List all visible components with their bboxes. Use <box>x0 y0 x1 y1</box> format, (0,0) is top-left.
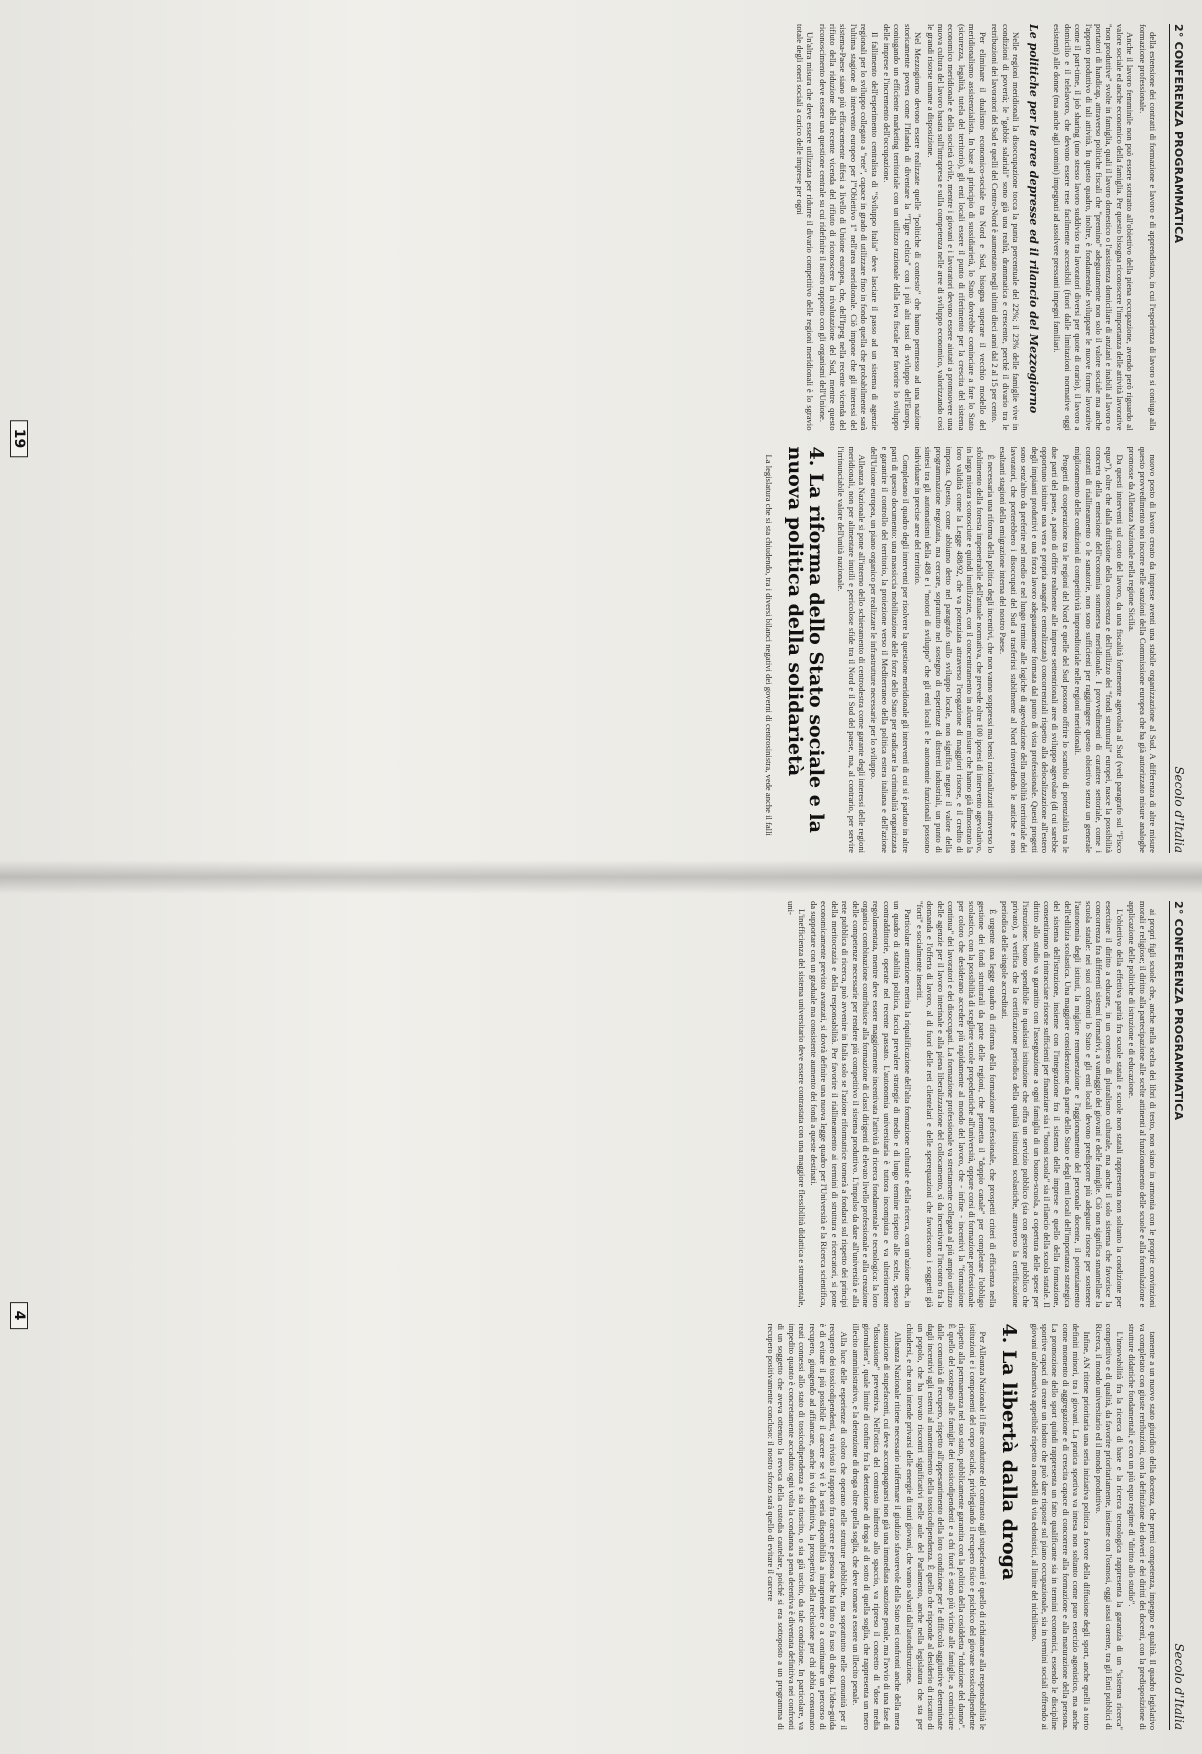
paragraph-group <box>1029 1324 1158 1731</box>
paragraph: Particolare attenzione merita la riqualificazione dell'alta formazione culturale e della ricerca, con un'azione che, in un quadro di stabilità politica, faccia prevalere strategie di medio e di lungo termine rispetto alle scelte, spesso contraddittorie, operate nel recente passato. L'autonomia universitaria è tuttora incompiuta e va ulteriormente regolamentata, mentre deve essere maggiormente incentivata l'attività di ricerca fondamentale e tecnologica: la loro organica combinazione contribuisce alla formazione di classi dirigenti di elevato livello professionale e alla creazione delle competenze necessarie per rendere più competitivo il sistema produttivo. L'impulso da dare all'università e alla rete pubblica di ricerca, può avvenire in Italia solo se l'azione riformatrice tornerà a fondarsi sul rispetto dei principi della meritocrazia e della responsabilità. Per favorire il riallineamento ai termini di struttura e ricercatori, si pone economicamente previsto avanzati, si dovrà definire una nuova legge quadro per l'Università e la Ricerca scientifica, da supportare con un graduale ma consistente aumento dei fondi a queste destinati. <box>809 901 913 1308</box>
paragraph: L'inefficienza del sistema universitario deve essere contrastata con una maggiore flessibilità didattica e strumentale, uni- <box>786 901 807 1308</box>
conference-title: 2° CONFERENZA PROGRAMMATICA <box>1172 24 1185 244</box>
paragraph: È necessaria una riforma della politica degli incentivi, che non vanno soppressi ma bensì razionalizzati attraverso lo sfoltimento della foresta impenetrabile dell'attuale normativa, che prevede oltre 100 ipotesi di intervento agevolativo, in larga misura sconosciute e quindi inutilizzate, con il concentramento in alcune misure che hanno già dimostrato la loro validità come la Legge 488/92, che va potenziata attraverso l'erogazione di maggiori risorse, e il credito di imposta. Questo, come abbiamo detto nel paragrafo sullo sviluppo locale, non significa negare il valore della programmazione negoziata, ma cercare, soprattutto nel sostegno di esperienze di distretti industriali, un punto di sintesi tra gli automatismi della 488 e i "motori di sviluppo" che gli enti locali e le autonomie funzionali possono individuare in precise aree del territorio. <box>913 446 996 853</box>
paragraph-group <box>786 901 1158 1308</box>
paragraph-group <box>763 447 773 854</box>
text-columns <box>40 24 1158 853</box>
section-heading: Le politiche per le aree depresse ed il rilancio del Mezzogiorno <box>1026 24 1040 414</box>
paragraph: Per eliminare il dualismo economico-sociale tra Nord e Sud, bisogna superare il vecchio modello del meridionalismo assistenzialista. In base al principio di sussidiarietà, lo Stato dovrebbe cominciare a fare lo Stato (sicurezza, legalità, tutela del territorio), gli enti locali essere il punto di riferimento per la crescita del sistema economico meridionale e della società civile, mentre i giovani e i lavoratori devono essere aiutati a promuovere una nuova cultura del lavoro basata sull'intrapresa e sulla competenza nelle aree di sviluppo economico, valorizzando così le grandi risorse umane a disposizione. <box>925 24 988 431</box>
publication-name: Secolo d'Italia <box>1172 766 1186 853</box>
paragraph: Nelle regioni meridionali la disoccupazione tocca la punta percentuale del 22%; il 23% delle famiglie vive in condizioni di povertà; le "gabbie salariali" sono già una realtà, drammatica e crescente, perché il divario tra le retribuzioni dei lavoratori del Sud e quelli del Centro-Nord è aumentato negli ultimi dieci anni dal 2 al 15 per cento. <box>990 24 1021 431</box>
right-page <box>0 877 1202 1754</box>
paragraph: Nel Mezzogiorno devono essere realizzate quelle "politiche di contesto" che hanno permesso ad una nazione storicamente povera come l'Irlanda di diventare la "Tigre celtica" con i più alti tassi di sviluppo dell'Europa, coniugando un efficiente marketing territoriale con un utilizzo razionale della leva fiscale per favorire lo sviluppo delle imprese e l'incremento dell'occupazione. <box>882 24 924 431</box>
paragraph: È urgente una legge quadro di riforma della formazione professionale, che prospetti criteri di efficienza nella gestione dei fondi strutturali da parte delle regioni, che permetta il "doppio canale" per completare l'obbligo scolastico, con la possibilità di scegliere scuole propedeutiche all'università, oppure corsi di formazione professionale per coloro che desiderano accedere più rapidamente al mondo del lavoro, che - infine - incentivi la "formazione continua" dei lavoratori e dei disoccupati. La formazione professionale va strettamente collegata al più ampio utilizzo delle agenzie per il lavoro interinale e alla piena liberalizzazione del collocamento, sì da incentivare l'incontro fra la domanda e l'offerta di lavoro, al di fuori delle reti clientelari e delle sperequazioni che favoriscono i soggetti già "forti" e socialmente inseriti. <box>915 901 998 1308</box>
paragraph: nuovo posto di lavoro creato da imprese aventi una stabile organizzazione al Sud. A differenza di altre misure questo provvedimento non incorre nelle sanzioni della Commissione europea che ha già autorizzato misure analoghe promosse da Alleanza Nazionale nella regione Sicilia. <box>1127 446 1158 853</box>
conference-title: 2° CONFERENZA PROGRAMMATICA <box>1172 901 1185 1121</box>
paragraph: Alla luce delle esperienze di coloro che operano nelle strutture pubbliche, ma soprattutto nelle comunità per il recupero dei tossicodipendenti, va rivisto il rapporto fra carcere e persona che ha fatto o fa uso di droga. L'idea-guida è di evitare il più possibile il carcere se vi è la seria disponibilità a intraprendere o a continuare un percorso di recupero, giungendo ad affiancare, anche in via definitiva, la prospettiva della reclusione per chi abbia consumato reati connessi allo stato di tossicodipendenza e sia riuscito, o sia già uscito, da tale condizione. In particolare, va impedito quanto è concretamente accaduto ogni volta la condanna a pena detentiva è diventata definitiva nei confronti di un soggetto che aveva ottenuto la revoca della custodia cautelare, poiché si era sottoposto a un programma di recupero positivamente concluso: il nostro sforzo sarà quello di evitare il carcere <box>766 1323 849 1730</box>
paragraph: Da questi interventi sul costo del lavoro, da una fiscalità fortemente agevolata al Sud (vedi paragrafo sul "Fisco equo"), oltre che dalla diffusione della conoscenza e dell'utilizzo dei "fondi strutturali" europei, nasce la possibilità concreta della emersione dell'economia sommersa meridionale. I provvedimenti di carattere settoriale, come i contratti di riallineamento o le sanatorie, non sono sufficienti per raggiungere questo obiettivo senza un generale miglioramento delle condizioni di competitività imprenditoriale nelle regioni meridionali. <box>1073 446 1125 853</box>
page-number: 19 <box>10 420 28 457</box>
paragraph: L'innovabilità fra la ricerca di base e la ricerca tecnologica rappresenta la garanzia di un "sistema ricerca" competitivo e di qualità, da favorire prioritariamente, insieme con l'osmosi, oggi assai carente, tra gli Enti pubblici di Ricerca, il mondo universitario ed il mondo produttivo. <box>1093 1323 1125 1730</box>
text-columns <box>40 901 1158 1730</box>
column-2 <box>40 1324 1158 1731</box>
paragraph-group <box>766 1324 989 1731</box>
paragraph-group <box>794 24 1021 431</box>
column-1 <box>40 24 1158 431</box>
paragraph-group <box>836 447 1158 854</box>
running-head <box>1169 24 1188 853</box>
column-2 <box>40 447 1158 854</box>
chapter-heading: 4. La libertà dalla droga <box>998 1323 1021 1581</box>
paragraph: Per Alleanza Nazionale il fine conduttore del contrasto agli stupefacenti è quello di richiamare alla responsabilità le istituzioni e i componenti del corpo sociale, privilegiando il recupero fisico e psichico del giovane tossicodipendente rispetto alla permanenza nel suo stato, pubblicamente garantita con la politica della cosiddetta "riduzione del danno". È quello del sostegno alle famiglie dei tossicodipendenti e a chi fuori è stato più vicino alle famiglie, a cominciare dalle comunità di recupero, rispetto all'appesantimento della loro condizione per le difficoltà aggiuntive determinate dagli incentivi agli esterni al mantenimento della tossicodipendenza. È quello che risponde al desiderio di riscatto di un popolo, che ha trovato riscontri significativi nelle aule del Parlamento, anche nella legislatura che sta per chiudersi, e che non intende privarsi delle energie di tanti giovani, che vanno salvati dall'autodistruzione. <box>905 1323 989 1730</box>
paragraph: tamente a un nuovo stato giuridico della docenza, che premi competenza, impegno e qualità. Il quadro legislativo va completato con giuste retribuzioni, con la definizione dei doveri e dei diritti dei docenti, con la predisposizione di strutture didattiche fondamentali, e con un più equo regime di "diritto allo studio". <box>1127 1323 1158 1730</box>
paragraph: Completano il quadro degli interventi per risolvere la questione meridionale gli interventi di cui si è parlato in altre parti di questo documento: una massiccia mobilitazione delle forze dello Stato per sradicare la criminalità organizzata e garantire il controllo del territorio, la proiezione verso il Mediterraneo della politica estera italiana e dell'azione dell'Unione europea, un piano organico per realizzare le infrastrutture necessarie per lo sviluppo. <box>869 446 911 853</box>
paragraph-group <box>1052 24 1158 431</box>
running-head <box>1169 901 1188 1730</box>
paragraph: Alleanza Nazionale ritiene necessario riaffermare il giudizio sfavorevole della Stato nei confronti anche della mera assunzione di stupefacenti, cui deve accompagnarsi non già una immediata sanzione penale, ma l'avvio di una fase di "dissuasione" preventiva. Nell'ottica del contrasto indiretto allo spaccio, va ripreso il concetto di "dose media giornaliera", quale limite di confine fra la detenzione di droga al di sotto di quella soglia, che rappresenta un mero illecito amministrativo, e la detenzione di droga oltre quella soglia, che deve tornare a essere un illecito penale. <box>851 1323 903 1730</box>
paragraph: L'obiettivo della effettiva parità fra scuole statali e scuole non statali rappresenta non soltanto la condizione per esercitare il diritto a educare, in un contesto di pluralismo culturale, ma anche il solo sistema che favorisce la concorrenza fra differenti sistemi formativi, a vantaggio dei giovani e delle famiglie. Ciò non significa smantellare la scuola statale: nei suoi confronti lo Stato e gli enti locali devono predisporre più adeguate risorse per sostenere l'autonomia degli istituti, la migliore remunerazione e l'aggiornamento del personale docente, il potenziamento dell'edilizia scolastica. Una maggiore considerazione da parte dello Stato e degli enti locali dell'importanza strategica del sistema dell'istruzione, insieme con l'integrazione fra il sistema delle imprese e quello della formazione, consentiranno di rintracciare risorse sufficienti per finanziare sia i "buoni scuola" sia il rilancio della scuola statale. Il diritto allo studio va garantito con l'assegnazione a ogni famiglia di un buono-scuola, a copertura delle spese per l'istruzione: buono spendibile in qualsiasi istituzione che offra un servizio pubblico (sia con gestore pubblico che privato), a verifica che la certificazione periodica della qualità istituzioni scolastiche, attraverso la certificazione periodica delle singole accreditati. <box>1000 901 1125 1308</box>
paragraph: Il fallimento dell'esperimento centralista di "Sviluppo Italia" deve lasciare il passo ad un sistema di agenzie regionali per lo sviluppo collegato a "rete", capace in grado di utilizzare fino in fondo quella che probabilmente sarà l'ultima stagione di intervento europeo per l'"Obiettivo 1" nell'area meridionale. Ciò impone che gli interessi del sistema-Paese siano più efficacemente difesi a livello di Unione europea, che, dell'Irpeg nella recente vicenda del rifiuto della riduzione della recente vicenda del rifiuto di riconoscere la rivalutazione del Sud, mentre questo riconoscimento deve essere una questione centrale su cui ridefinire il nostro rapporto con gli organismi dell'Unione. <box>817 24 880 431</box>
page-number: 4 <box>10 1302 28 1330</box>
paragraph: Infine, AN ritiene prioritaria una seria iniziativa politica a favore della diffusione degli sport, anche quelli a torto definiti minori, tra i giovani. La pratica sportiva va intesa non soltanto come puro esercizio agonistico, ma anche come momento di aggregazione e di crescita capace di concorrere alla formazione e alla maturazione della persona. La promozione dello sport quindi rappresenta un fatto qualificante sia in termini economici, essendo le discipline sportive capaci di creare un indotto che può dare risposte sul piano occupazionale, sia in termini sociali offrendo ai giovani un'alternativa appetibile rispetto a modelli di vita edonistici, al limite del nichilismo. <box>1029 1323 1092 1730</box>
paragraph: Anche il lavoro femminile non può essere sottratto all'obiettivo della piena occupazione, avendo però riguardo al valore sociale ed anche economico della famiglia. Per questo bisogna riconoscere l'importanza delle attività lavorative "non produttive" svolte in famiglia, quali il lavoro domestico o l'assistenza domiciliare di anziani e inabili al lavoro o portatori di handicap, attraverso politiche fiscali che "premino" adeguatamente non solo il valore sociale ma anche l'apporto produttivo di tali attività. In questo quadro, inoltre, è fondamentale sviluppare le nuove forme lavorative come il part-time, il job sharing (uno stesso lavoro suddiviso tra lavoratori diversi per quote di orario), il lavoro a domicilio e il telelavoro, che devono essere rese facilmente accessibili (fuori dalle limitazioni normative oggi esistenti) alle donne (ma anche agli uomini) impegnati ad assolvere pressanti impegni familiari. <box>1052 24 1136 431</box>
chapter-heading: 4. La riforma dello Stato sociale e la nuova politica della solidarietà <box>783 446 827 833</box>
paragraph: Alleanza Nazionale si pone all'interno dello schieramento di centrodestra come garante degli interessi delle regioni meridionali, non per alimentare inutili e pericolose sfide tra il Nord e il Sud del paese, ma, al contrario, per servire l'irrinunciabile valore dell'unità nazionale. <box>836 446 868 853</box>
paragraph: ai propri figli scuole che, anche nella scelta dei libri di testo, non siano in armonia con le proprie convinzioni morali e religiose; il diritto alla partecipazione alle scelte attinenti al funzionamento delle scuole e alla formulazione e applicazione delle politiche di istruzione e di educazione. <box>1127 901 1158 1308</box>
paragraph: La legislatura che si sta chiudendo, tra i diversi bilanci negativi dei governi di centrosinistra, vede anche il falli <box>763 454 774 836</box>
publication-name: Secolo d'Italia <box>1172 1643 1186 1730</box>
paragraph: della estensione dei contratti di formazione e lavoro e di apprendistato, in cui l'esperienza di lavoro si coniuga alla formazione professionale. <box>1137 24 1158 431</box>
paragraph: Un'altra misura che deve essere utilizzata per ridurre il divario competitivo delle regioni meridionali è lo sgravio totale degli oneri sociali a carico delle imprese per ogni <box>794 24 816 431</box>
column-1 <box>40 901 1158 1308</box>
paragraph: Progetti di cooperazione tra le regioni del Nord e quelle del Sud possono offrire lo scambio di potenzialità tra le due parti del paese, a patto di offrire realmente alle imprese settentrionali aree di sviluppo agevolato (di cui sarebbe opportuno istituire una vera e propria anagrafe centralizzata) concorrenziali rispetto alla delocalizzazione all'estero degli impianti produttivi e una forza lavoro adeguatamente formata dal punto di vista professionale. Questi progetti sono senz'altro da preferire nel medio e nel lungo termine alle logiche di agevolazione della mobilità territoriale dei lavoratori, che porterebbero i disoccupati del Sud a trasferirsi stabilmente al Nord rinverdendo le antiche e non esaltanti stagioni della emigrazione interna del nostro Paese. <box>998 446 1071 853</box>
